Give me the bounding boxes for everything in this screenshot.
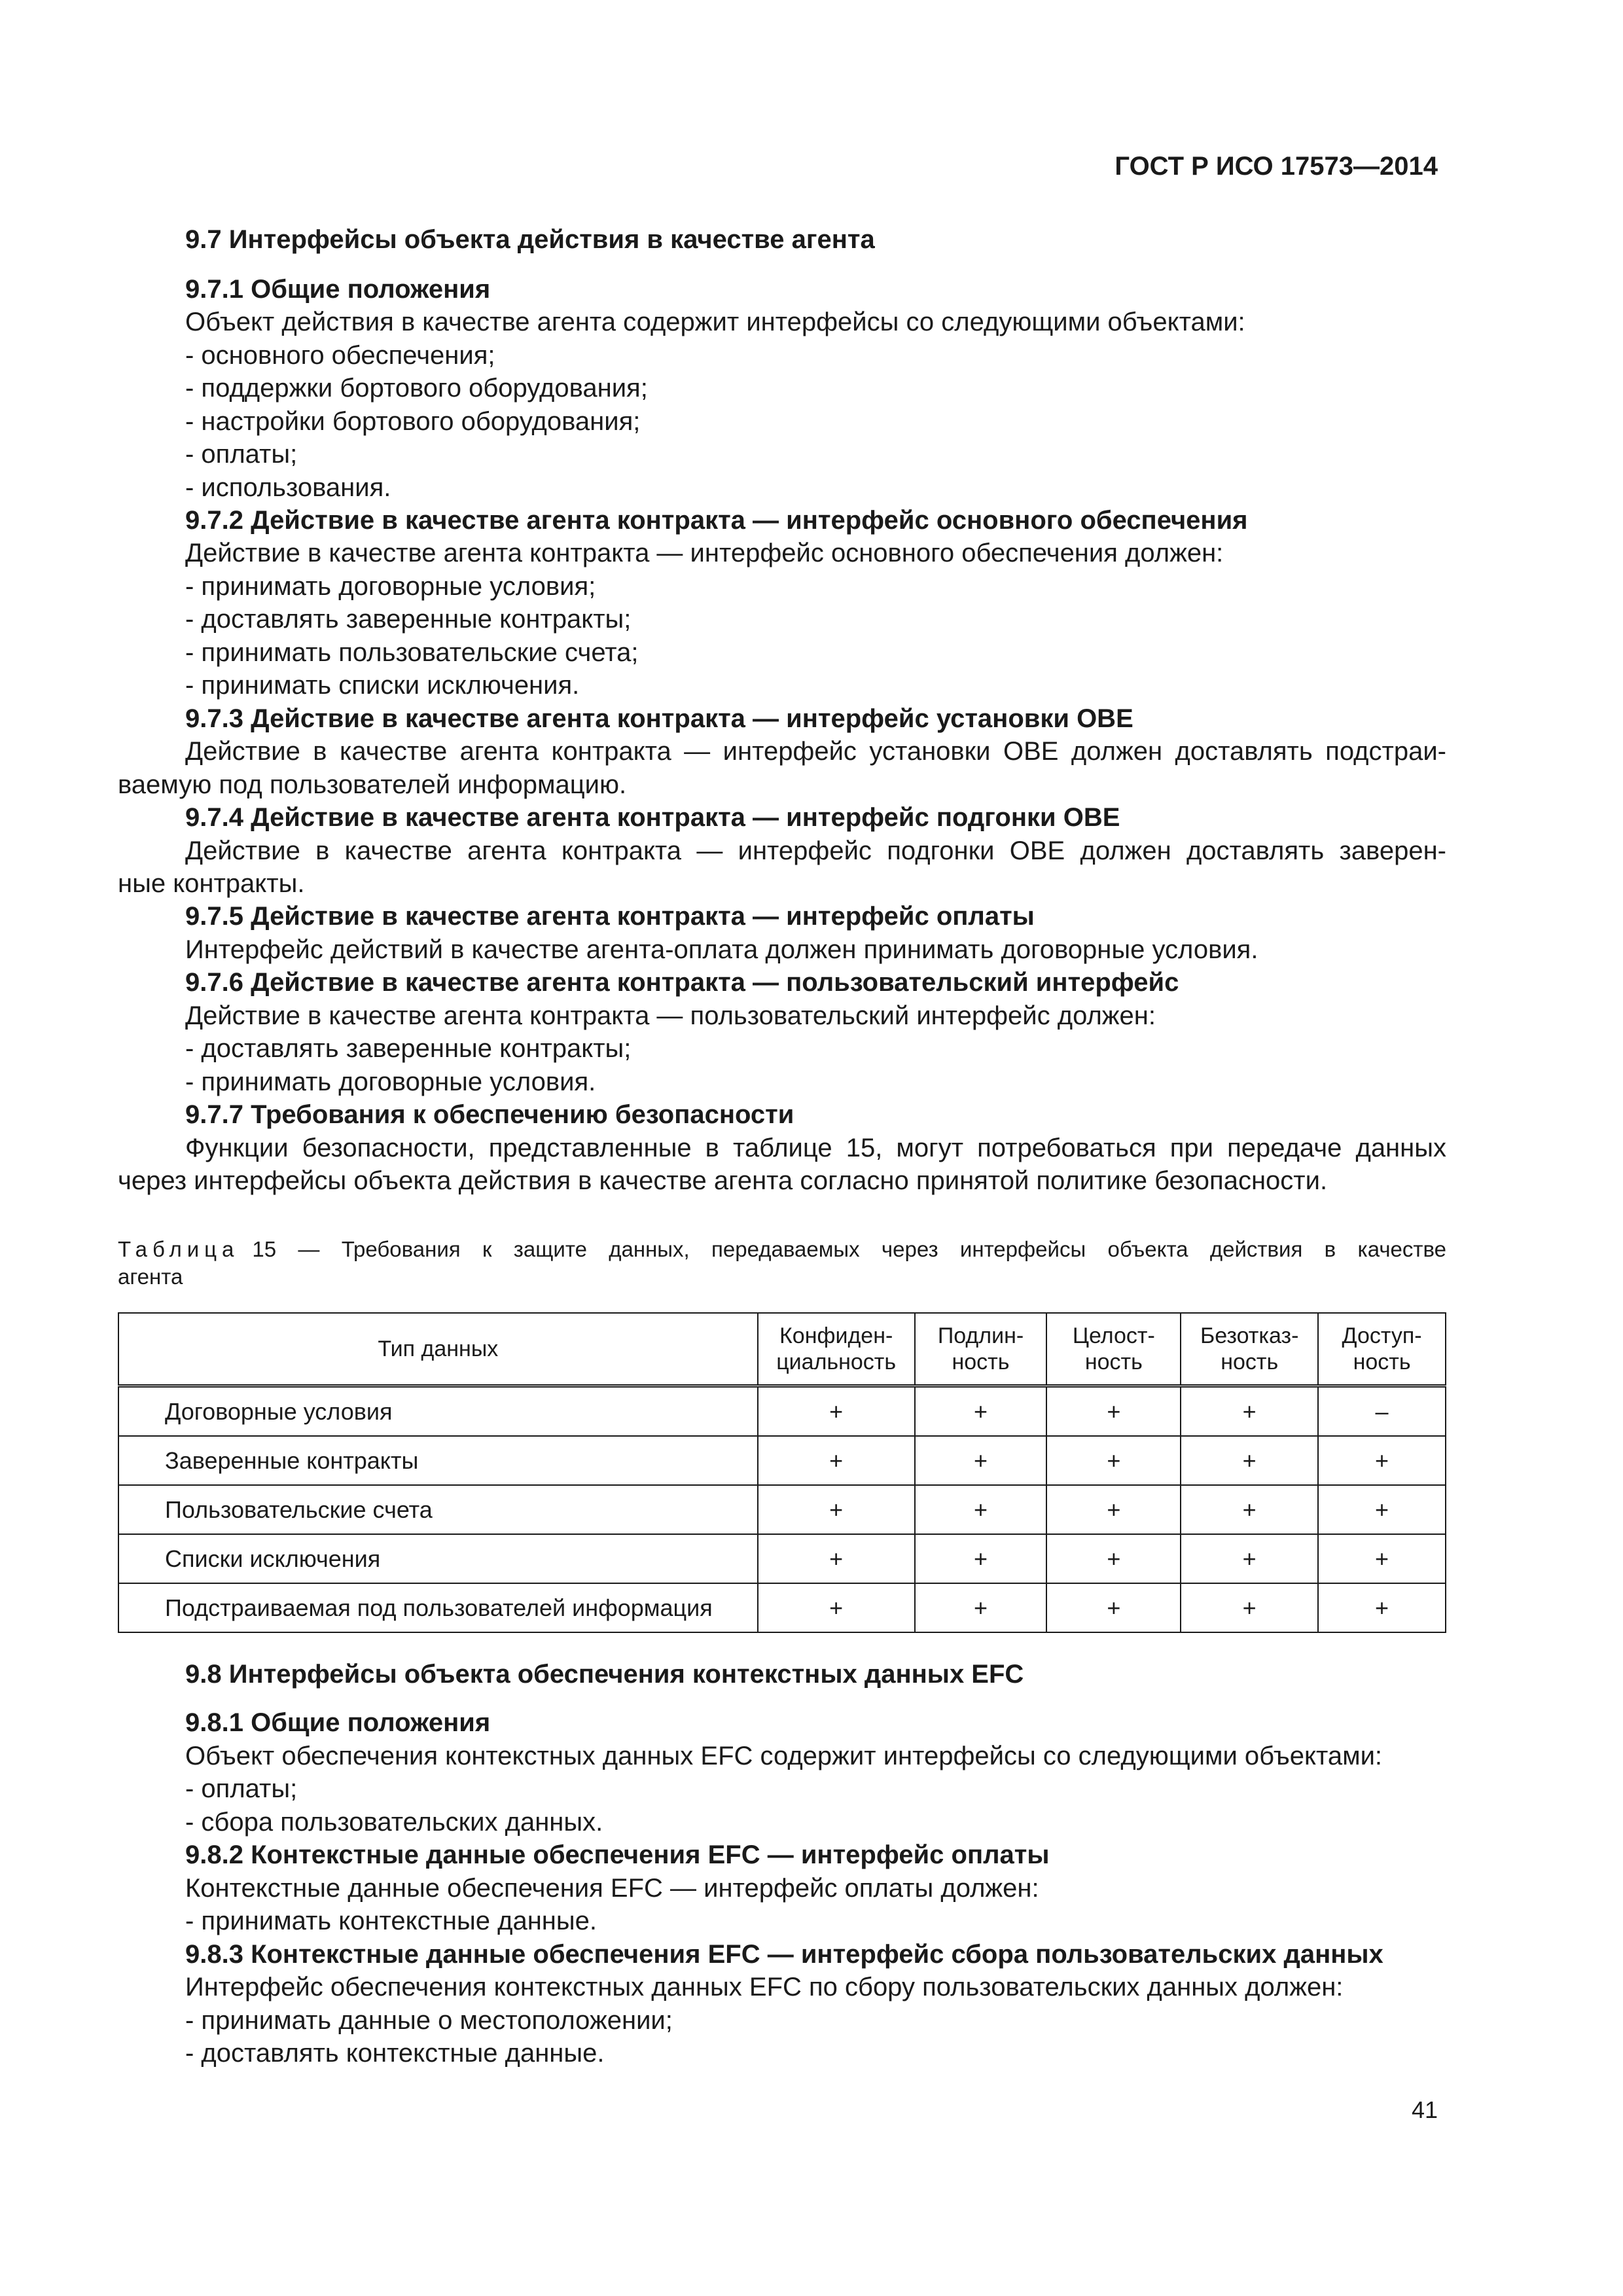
table-row xyxy=(118,1485,1446,1534)
col-header-non-repudiation: Безотказ- ность xyxy=(1181,1313,1318,1386)
section-9-7-2-intro: Действие в качестве агента контракта — интерфейс основного обеспечения должен: xyxy=(185,539,1224,567)
section-9-8-1-title: 9.8.1 Общие положения xyxy=(185,1708,491,1737)
table-cell: + xyxy=(915,1386,1047,1437)
table-cell: + xyxy=(1181,1485,1318,1534)
list-item: - использования. xyxy=(185,473,391,502)
list-item: - настройки бортового оборудования; xyxy=(185,407,641,436)
list-item: - оплаты; xyxy=(185,440,298,469)
section-9-7-1-title: 9.7.1 Общие положения xyxy=(185,275,491,304)
list-item: - основного обеспечения; xyxy=(185,341,495,370)
section-9-7-6-title: 9.7.6 Действие в качестве агента контракта — пользовательский интерфейс xyxy=(185,968,1179,997)
section-9-7-7-text: Функции безопасности, представленные в таблице 15, могут потребоваться при передаче данных xyxy=(185,1134,1446,1162)
section-9-7-4-text: Действие в качестве агента контракта — интерфейс подгонки OBE должен доставлять заверен- xyxy=(185,836,1446,865)
table-row xyxy=(118,1386,1446,1437)
list-item: - поддержки бортового оборудования; xyxy=(185,374,648,403)
table-cell: Договорные условия xyxy=(118,1386,758,1437)
table-row xyxy=(118,1583,1446,1632)
section-9-7-4-text-cont: ные контракты. xyxy=(118,869,305,898)
table-caption-label: Таблица xyxy=(118,1237,240,1261)
section-9-8-3-title: 9.8.3 Контекстные данные обеспечения EFC — интерфейс сбора пользовательских данных xyxy=(185,1940,1383,1969)
section-9-8-title: 9.8 Интерфейсы объекта обеспечения контекстных данных EFC xyxy=(185,1660,1024,1689)
table-caption-text: 15 — Требования к защите данных, передаваемых через интерфейсы объекта действия в качестве xyxy=(252,1237,1446,1261)
col-header-data-type: Тип данных xyxy=(118,1313,758,1386)
section-9-7-5-text: Интерфейс действий в качестве агента-оплата должен принимать договорные условия. xyxy=(185,935,1258,964)
table-cell: + xyxy=(1046,1436,1181,1485)
document-code: ГОСТ Р ИСО 17573—2014 xyxy=(1115,152,1438,181)
page-number: 41 xyxy=(1411,2096,1438,2123)
section-9-7-3-title: 9.7.3 Действие в качестве агента контракта — интерфейс установки OBE xyxy=(185,704,1133,733)
list-item: - принимать списки исключения. xyxy=(185,671,580,700)
table-cell: + xyxy=(1181,1386,1318,1437)
table-cell: Заверенные контракты xyxy=(118,1436,758,1485)
section-9-8-3-intro: Интерфейс обеспечения контекстных данных EFC по сбору пользовательских данных должен: xyxy=(185,1973,1344,2001)
list-item: - доставлять заверенные контракты; xyxy=(185,605,632,634)
table-cell: + xyxy=(1318,1485,1446,1534)
section-9-7-2-title: 9.7.2 Действие в качестве агента контракта — интерфейс основного обеспечения xyxy=(185,506,1248,535)
section-9-7-title: 9.7 Интерфейсы объекта действия в качестве агента xyxy=(185,225,875,254)
col-header-confidentiality: Конфиден- циальность xyxy=(758,1313,915,1386)
section-9-7-7-text-cont: через интерфейсы объекта действия в качестве агента согласно принятой политике безопасности. xyxy=(118,1166,1328,1195)
table-row xyxy=(118,1534,1446,1583)
section-9-7-5-title: 9.7.5 Действие в качестве агента контракта — интерфейс оплаты xyxy=(185,902,1035,931)
table-cell: + xyxy=(758,1534,915,1583)
col-header-integrity: Целост- ность xyxy=(1046,1313,1181,1386)
section-9-7-3-text: Действие в качестве агента контракта — интерфейс установки OBE должен доставлять подстраи- xyxy=(185,737,1446,766)
section-9-7-1-intro: Объект действия в качестве агента содержит интерфейсы со следующими объектами: xyxy=(185,308,1245,336)
list-item: - принимать пользовательские счета; xyxy=(185,638,639,667)
list-item: - доставлять заверенные контракты; xyxy=(185,1034,632,1063)
table-cell: + xyxy=(758,1485,915,1534)
list-item: - сбора пользовательских данных. xyxy=(185,1808,603,1837)
list-item: - принимать данные о местоположении; xyxy=(185,2006,673,2035)
table-cell: + xyxy=(915,1534,1047,1583)
table-cell: + xyxy=(915,1485,1047,1534)
table-cell: + xyxy=(1318,1436,1446,1485)
table-cell: + xyxy=(1181,1436,1318,1485)
table-cell: + xyxy=(915,1436,1047,1485)
col-header-authenticity: Подлин- ность xyxy=(915,1313,1047,1386)
list-item: - доставлять контекстные данные. xyxy=(185,2039,605,2068)
table-cell: + xyxy=(1046,1485,1181,1534)
list-item: - принимать контекстные данные. xyxy=(185,1907,597,1935)
table-cell: + xyxy=(758,1386,915,1437)
table-cell: + xyxy=(1181,1534,1318,1583)
section-9-8-2-intro: Контекстные данные обеспечения EFC — интерфейс оплаты должен: xyxy=(185,1874,1039,1903)
section-9-7-6-intro: Действие в качестве агента контракта — пользовательский интерфейс должен: xyxy=(185,1001,1156,1030)
section-9-8-2-title: 9.8.2 Контекстные данные обеспечения EFC — интерфейс оплаты xyxy=(185,1840,1050,1869)
section-9-7-3-text-cont: ваемую под пользователей информацию. xyxy=(118,770,627,799)
table-cell: + xyxy=(1046,1534,1181,1583)
table-row xyxy=(118,1436,1446,1485)
table-caption xyxy=(118,1237,1446,1262)
table-cell: – xyxy=(1318,1386,1446,1437)
table-cell: + xyxy=(758,1436,915,1485)
table-header-row xyxy=(118,1313,1446,1386)
security-requirements-table xyxy=(118,1312,1446,1633)
table-cell: + xyxy=(758,1583,915,1632)
table-cell: Списки исключения xyxy=(118,1534,758,1583)
table-cell: Пользовательские счета xyxy=(118,1485,758,1534)
table-cell: + xyxy=(915,1583,1047,1632)
list-item: - принимать договорные условия. xyxy=(185,1067,596,1096)
section-9-8-1-intro: Объект обеспечения контекстных данных EFC содержит интерфейсы со следующими объектами: xyxy=(185,1742,1383,1770)
list-item: - принимать договорные условия; xyxy=(185,572,596,601)
section-9-7-4-title: 9.7.4 Действие в качестве агента контракта — интерфейс подгонки OBE xyxy=(185,803,1120,832)
col-header-availability: Доступ- ность xyxy=(1318,1313,1446,1386)
table-cell: + xyxy=(1046,1386,1181,1437)
table-cell: Подстраиваемая под пользователей информация xyxy=(118,1583,758,1632)
table-cell: + xyxy=(1046,1583,1181,1632)
table-cell: + xyxy=(1181,1583,1318,1632)
section-9-7-7-title: 9.7.7 Требования к обеспечению безопасности xyxy=(185,1100,794,1129)
table-cell: + xyxy=(1318,1534,1446,1583)
table-caption-cont: агента xyxy=(118,1265,183,1289)
table-cell: + xyxy=(1318,1583,1446,1632)
list-item: - оплаты; xyxy=(185,1774,298,1803)
